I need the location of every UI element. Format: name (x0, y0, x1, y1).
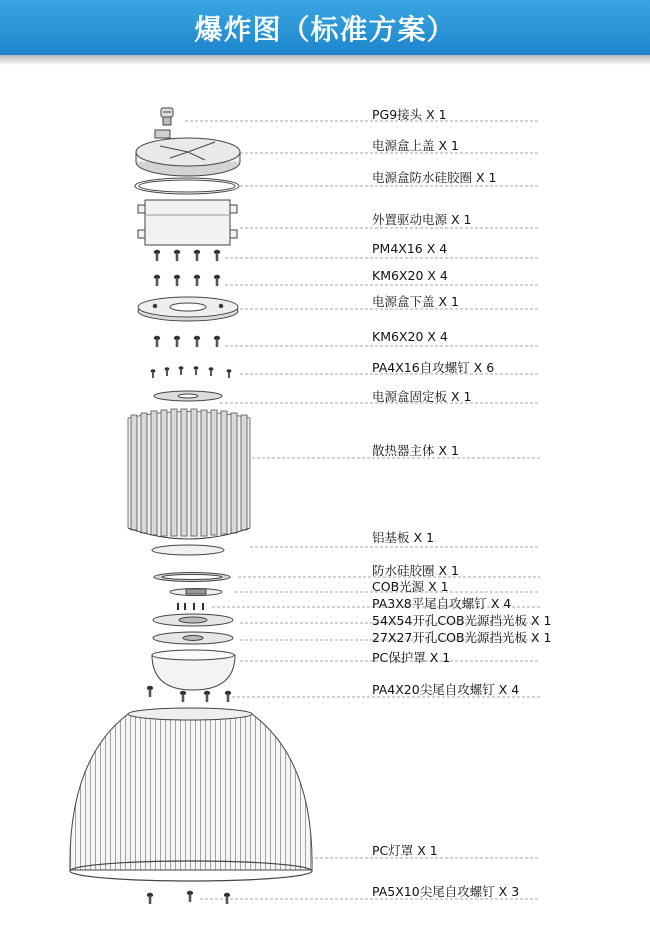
part-label-pa3x8: PA3X8平尾自攻螺钉 X 4 (372, 596, 512, 611)
part-label-box-gasket: 电源盒防水硅胶圈 X 1 (372, 170, 497, 185)
pc-lamp-shade (70, 708, 312, 881)
part-label-km6x20-lower: KM6X20 X 4 (372, 329, 448, 344)
km6x20-screws-upper (154, 275, 220, 286)
page-title: 爆炸图（标准方案） (194, 13, 456, 46)
pg9-connector (161, 108, 173, 125)
part-label-pa5x10: PA5X10尖尾自攻螺钉 X 3 (372, 884, 520, 899)
power-box-bottom-cover (138, 297, 238, 321)
heatsink-body (128, 409, 250, 539)
part-label-driver: 外置驱动电源 X 1 (372, 212, 472, 227)
part-label-pc-cover: PC保护罩 X 1 (372, 650, 451, 665)
part-label-bottom-cover: 电源盒下盖 X 1 (372, 294, 459, 309)
power-box-fixing-plate (154, 391, 222, 401)
pa5x10-screws (147, 891, 230, 904)
pa3x8-screws (177, 603, 204, 610)
power-box-gasket (135, 178, 239, 194)
aluminum-substrate (152, 545, 224, 555)
power-box-top-cover (136, 130, 240, 176)
reflector-54x54 (153, 614, 233, 626)
part-label-fixing-plate: 电源盒固定板 X 1 (372, 389, 472, 404)
part-label-reflector-27: 27X27开孔COB光源挡光板 X 1 (372, 630, 552, 645)
part-label-reflector-54: 54X54开孔COB光源挡光板 X 1 (372, 613, 552, 628)
part-label-km6x20-upper: KM6X20 X 4 (372, 268, 448, 283)
part-label-aluminum-substrate: 铝基板 X 1 (372, 530, 434, 545)
part-label-top-cover: 电源盒上盖 X 1 (372, 138, 459, 153)
part-label-pa4x16: PA4X16自攻螺钉 X 6 (372, 360, 495, 375)
pc-protective-cover (152, 650, 235, 690)
reflector-27x27 (153, 632, 233, 644)
km6x20-screws-lower (154, 336, 220, 347)
part-label-heatsink: 散热器主体 X 1 (372, 443, 459, 458)
pm4x16-screws (154, 250, 220, 261)
part-label-waterproof-ring: 防水硅胶圈 X 1 (372, 563, 459, 578)
cob-light-source (170, 589, 222, 596)
external-driver (138, 200, 237, 245)
part-label-cob: COB光源 X 1 (372, 579, 449, 594)
waterproof-ring (154, 573, 230, 582)
part-label-pa4x20: PA4X20尖尾自攻螺钉 X 4 (372, 682, 520, 697)
part-label-pc-shade: PC灯罩 X 1 (372, 843, 438, 858)
part-label-pg9: PG9接头 X 1 (372, 107, 447, 122)
part-label-pm4x16: PM4X16 X 4 (372, 241, 448, 256)
pa4x16-screws (151, 366, 232, 378)
